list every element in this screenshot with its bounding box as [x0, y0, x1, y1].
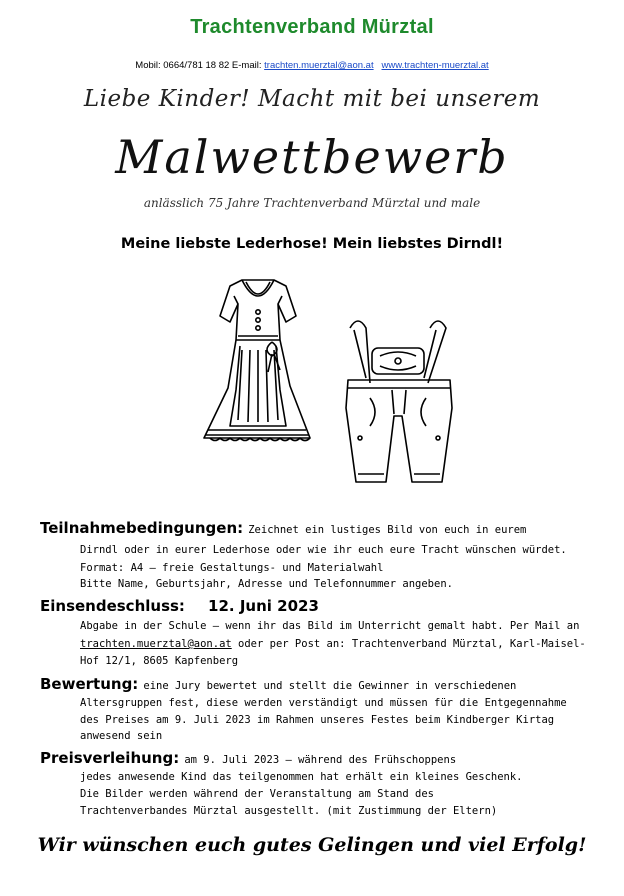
einsende-line-3: Hof 12/1, 8605 Kapfenberg	[80, 655, 239, 667]
teilnahme-line-1: Dirndl oder in eurer Lederhose oder wie ihr euch eure Tracht wünschen würdet.	[80, 544, 567, 556]
bewertung-intro: eine Jury bewertet und stellt die Gewinner in verschiedenen	[143, 680, 517, 692]
bewertung-heading: Bewertung:	[40, 675, 139, 693]
subtitle: anlässlich 75 Jahre Trachtenverband Mürztal und male	[143, 196, 481, 210]
lederhose-icon	[346, 321, 452, 482]
organization-title: Trachtenverband Mürztal	[190, 16, 434, 38]
section-einsendeschluss	[40, 596, 600, 615]
bewertung-line-1: Altersgruppen fest, diese werden verständigt und müssen für die Entgegennahme	[80, 697, 567, 709]
contact-phone: Mobil: 0664/781 18 82 E-mail:	[135, 60, 265, 71]
einsende-date: 12. Juni 2023	[208, 597, 319, 615]
page-title: Malwettbewerb	[115, 130, 509, 184]
teilnahme-line-3: Bitte Name, Geburtsjahr, Adresse und Telefonnummer angeben.	[80, 578, 453, 590]
einsende-line-2-rest: oder per Post an: Trachtenverband Mürztal, Karl-Maisel-	[231, 638, 586, 650]
preis-line-1: jedes anwesende Kind das teilgenommen hat erhält ein kleines Geschenk.	[80, 771, 523, 783]
preis-heading: Preisverleihung:	[40, 749, 180, 767]
section-teilnahme	[40, 518, 600, 537]
einsende-line-1: Abgabe in der Schule – wenn ihr das Bild im Unterricht gemalt habt. Per Mail an	[80, 620, 580, 632]
email-link[interactable]: trachten.muerztal@aon.at	[264, 60, 374, 71]
teilnahme-intro: Zeichnet ein lustiges Bild von euch in eurem	[248, 524, 527, 536]
bewertung-line-3: anwesend sein	[80, 730, 163, 742]
costume-illustration	[180, 268, 480, 503]
teilnahme-line-2: Format: A4 – freie Gestaltungs- und Materialwahl	[80, 562, 384, 574]
contact-line	[0, 60, 624, 71]
einsende-line-2	[80, 638, 586, 650]
section-preisverleihung	[40, 748, 600, 767]
dirndl-icon	[204, 280, 310, 441]
bewertung-line-2: des Preises am 9. Juli 2023 im Rahmen unseres Festes beim Kindberger Kirtag	[80, 714, 555, 726]
motto: Meine liebste Lederhose! Mein liebstes Dirndl!	[120, 236, 504, 252]
preis-line-3: Trachtenverbandes Mürztal ausgestellt. (mit Zustimmung der Eltern)	[80, 805, 498, 817]
teilnahme-heading: Teilnahmebedingungen:	[40, 519, 244, 537]
headline: Liebe Kinder! Macht mit bei unserem	[83, 86, 541, 112]
closing-message: Wir wünschen euch gutes Gelingen und viel Erfolg!	[37, 834, 587, 856]
website-link[interactable]: www.trachten-muerztal.at	[381, 60, 489, 71]
preis-line-2: Die Bilder werden während der Veranstaltung am Stand des	[80, 788, 435, 800]
section-bewertung	[40, 674, 600, 693]
einsende-heading: Einsendeschluss:	[40, 597, 185, 615]
einsende-email-link[interactable]: trachten.muerztal@aon.at	[80, 638, 232, 650]
preis-intro: am 9. Juli 2023 – während des Frühschoppens	[184, 754, 457, 766]
